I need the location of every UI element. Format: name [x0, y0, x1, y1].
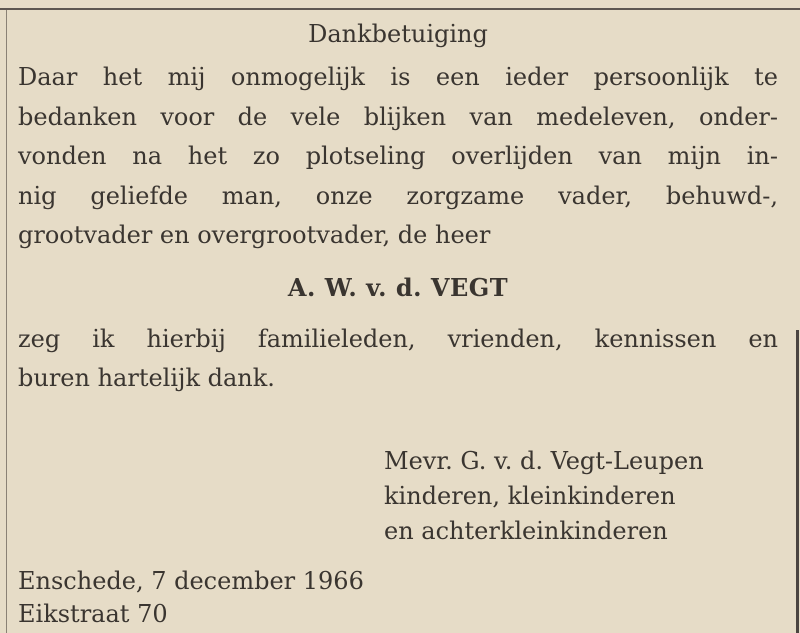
top-border-rule: [0, 8, 800, 10]
deceased-name: A. W. v. d. VEGT: [287, 272, 509, 302]
place-date: Enschede, 7 december 1966: [18, 567, 364, 595]
notice-paragraph-1: [18, 58, 778, 256]
thank-you-notice: [18, 16, 778, 399]
text-line: buren hartelijk dank.: [18, 364, 275, 392]
signature-block: [384, 444, 704, 549]
text-line: Daar het mij onmogelijk is een ieder persoonlijk te: [18, 63, 778, 91]
place-date-block: [18, 565, 364, 631]
notice-heading: Dankbetuiging: [308, 20, 488, 48]
notice-paragraph-2: [18, 320, 778, 399]
text-line: bedanken voor de vele blijken van medeleven, onder-: [18, 102, 778, 131]
left-border-rule: [6, 10, 7, 633]
signature-line: kinderen, kleinkinderen: [384, 482, 676, 510]
text-line: vonden na het zo plotseling overlijden van mijn in-: [18, 142, 778, 170]
text-line: grootvader en overgrootvader, de heer: [18, 221, 491, 249]
text-line: zeg ik hierbij familieleden, vrienden, kennissen en: [18, 324, 778, 353]
address: Eikstraat 70: [18, 600, 168, 628]
right-border-rule: [796, 330, 799, 633]
text-line: nig geliefde man, onze zorgzame vader, behuwd-,: [18, 181, 778, 210]
signature-line: Mevr. G. v. d. Vegt-Leupen: [384, 447, 704, 475]
signature-line: en achterkleinkinderen: [384, 517, 668, 545]
